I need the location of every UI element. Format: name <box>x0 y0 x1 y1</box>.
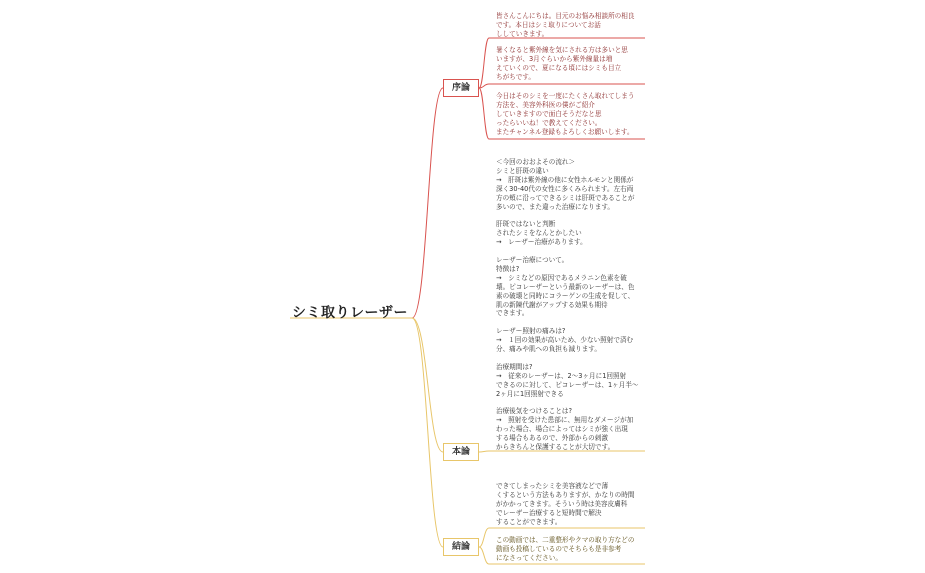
conclusion-leaf-1[interactable]: できてしまったシミを美容液などで薄 くするという方法もありますが、かなりの時間 がかかってきます。そういう時は美容皮膚科 でレーザー治療すると短時間で解決 することができます。 <box>496 482 635 526</box>
intro-leaf-3[interactable]: 今日はそのシミを一度にたくさん取れてしまう 方法を、美容外科医の僕がご紹介 していきますので面白そうだなと思 ったらいいね！で教えてください。 またチャンネル登録もよろしくお願いします。 <box>496 92 635 136</box>
branch-conclusion[interactable]: 結論 <box>443 538 479 556</box>
intro-leaf-1[interactable]: 皆さんこんにちは。目元のお悩み相談所の相良 です。本日はシミ取りについてお話 ししていきます。 <box>496 12 635 38</box>
intro-leaf-3-connector <box>479 88 489 139</box>
body-leaf-1-connector <box>479 451 489 452</box>
root-topic[interactable]: シミ取りレーザー <box>292 305 408 321</box>
intro-leaf-2[interactable]: 暑くなると紫外線を気にされる方は多いと思 いますが、3月ぐらいから紫外線量は増 えていくので、夏になる頃にはシミも目立 ちがちです。 <box>496 46 628 81</box>
branch-intro[interactable]: 序論 <box>443 79 479 97</box>
root-conclusion-connector <box>412 318 443 547</box>
conclusion-leaf-1-connector <box>479 528 489 547</box>
conclusion-leaf-2[interactable]: この動画では、二重整形やクマの取り方などの 動画も投稿しているのでそちらも是非参考 になさってください。 <box>496 536 635 562</box>
branch-body[interactable]: 本論 <box>443 443 479 461</box>
body-leaf-1[interactable]: ＜今回のおおよその流れ＞ シミと肝斑の違い → 肝斑は紫外線の他に女性ホルモンと関係が 深く30-40代の女性に多くみられます。左右両 方の頬に沿ってできるシミは肝斑であることが 多いので、また違った治療になります。 肝斑ではないと判断 されたシミをなんとかしたい → レーザー治療があります。 レーザー治療について。 特徴は? → シミなどの原因であるメラニン色素を破 壊。ピコレーザーという最新のレーザーは、色 素の破壊と同時にコラーゲンの生成を促して、 肌の新陳代謝がアップする効果も期待 できます。 レーザー照射の痛みは? → １回の効果が高いため、少ない照射で済む 分、痛みや肌への負担も減ります。 治療期間は? → 従来のレーザーは、2～3ヶ月に1回照射 できるのに対して、ピコレーザーは、1ヶ月半～ 2ヶ月に1回照射できる 治療後気をつけることは? → 照射を受けた患部に、無用なダメージが加 わった場合、場合によってはシミが強く出現 する場合もあるので、外部からの刺激 からきちんと保護することが大切です。 <box>496 158 639 451</box>
intro-leaf-1-connector <box>479 38 489 88</box>
root-intro-connector <box>412 88 443 318</box>
conclusion-leaf-2-connector <box>479 547 489 564</box>
